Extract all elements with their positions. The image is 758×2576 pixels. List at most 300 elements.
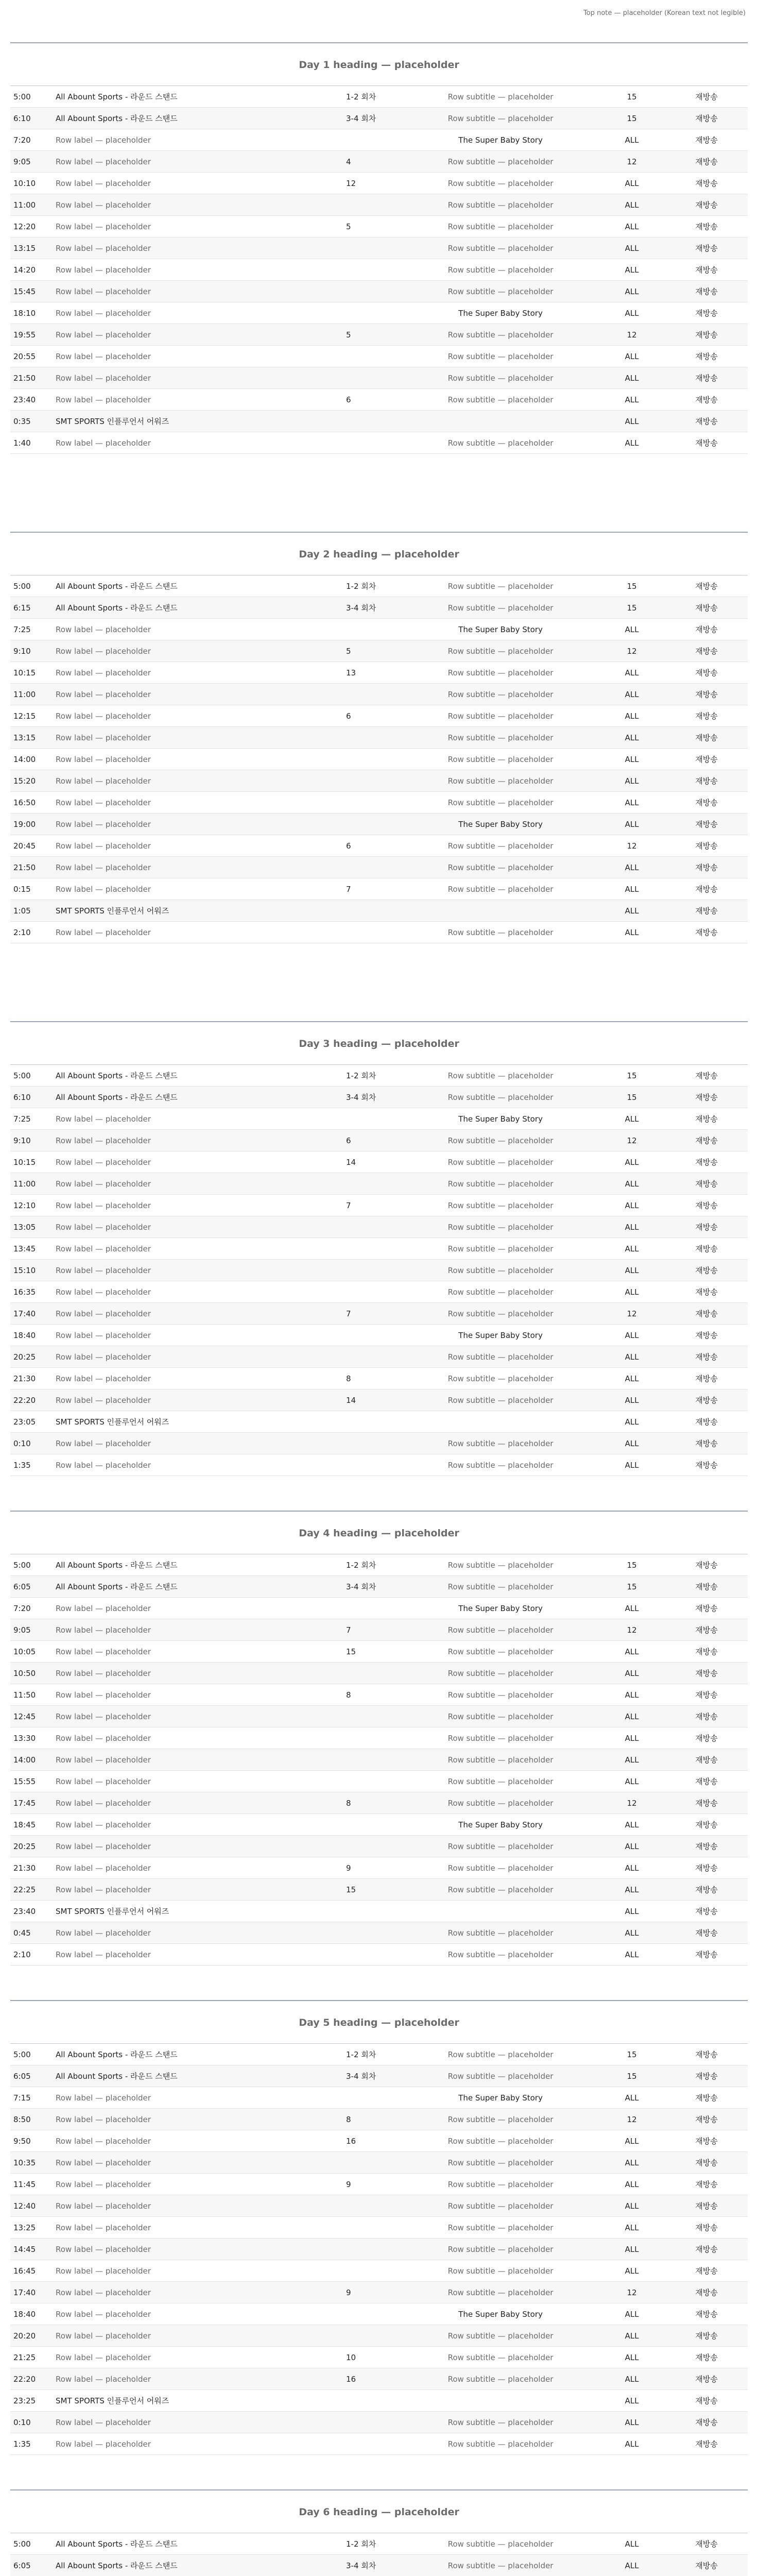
table-row — [10, 1706, 748, 1727]
row-time: 13:30 — [13, 1733, 36, 1743]
row-time: 18:40 — [13, 1330, 36, 1340]
table-row — [10, 2109, 748, 2130]
table-row — [10, 2347, 748, 2368]
row-grade: 12 — [627, 646, 637, 656]
row-subtitle: Row subtitle — placeholder — [447, 2331, 554, 2341]
row-grade: ALL — [625, 884, 639, 894]
row-grade: ALL — [625, 1374, 639, 1383]
row-time: 9:10 — [13, 1136, 31, 1145]
table-row — [10, 575, 748, 597]
row-broadcast-type: 재방송 — [695, 1179, 718, 1189]
row-program: Row label — placeholder — [56, 689, 151, 699]
row-broadcast-type: 재방송 — [695, 928, 718, 937]
row-subtitle: Row subtitle — placeholder — [447, 1863, 554, 1873]
row-grade: 15 — [627, 1560, 637, 1570]
row-subtitle: Row subtitle — placeholder — [447, 1309, 554, 1318]
table-row — [10, 2303, 748, 2325]
row-subtitle: Row subtitle — placeholder — [447, 92, 554, 101]
row-subtitle: Row subtitle — placeholder — [447, 265, 554, 275]
row-broadcast-type: 재방송 — [695, 1647, 718, 1656]
table-row — [10, 1260, 748, 1281]
row-grade: ALL — [625, 2396, 639, 2405]
row-time: 21:30 — [13, 1863, 36, 1873]
row-grade: ALL — [625, 1200, 639, 1210]
row-time: 20:25 — [13, 1841, 36, 1851]
table-row — [10, 129, 748, 151]
row-program: Row label — placeholder — [56, 646, 151, 656]
row-grade: ALL — [625, 1841, 639, 1851]
row-broadcast-type: 재방송 — [695, 2137, 718, 2146]
row-episode: 1-2 회차 — [346, 582, 376, 591]
row-program: Row label — placeholder — [56, 1330, 151, 1340]
row-program: Row label — placeholder — [56, 2352, 151, 2362]
row-program: Row label — placeholder — [56, 2331, 151, 2341]
row-time: 6:05 — [13, 2561, 31, 2570]
row-broadcast-type: 재방송 — [695, 2418, 718, 2427]
row-episode: 6 — [346, 711, 351, 721]
row-grade: ALL — [625, 373, 639, 383]
row-time: 5:00 — [13, 581, 31, 591]
row-program: Row label — placeholder — [56, 157, 151, 166]
row-broadcast-type: 재방송 — [695, 885, 718, 894]
row-time: 0:45 — [13, 1928, 31, 1938]
row-program: All Abount Sports - 라운드 스탠드 — [56, 582, 178, 591]
row-episode: 7 — [346, 1200, 351, 1210]
row-program: Row label — placeholder — [56, 1885, 151, 1894]
row-broadcast-type: 재방송 — [695, 1885, 718, 1894]
row-broadcast-type: 재방송 — [695, 1071, 718, 1080]
day-title: Day 1 heading — placeholder — [299, 59, 459, 71]
table-row — [10, 1303, 748, 1325]
row-subtitle: Row subtitle — placeholder — [447, 2417, 554, 2427]
row-broadcast-type: 재방송 — [695, 625, 718, 634]
row-broadcast-type: 재방송 — [695, 2180, 718, 2189]
row-time: 13:05 — [13, 1222, 36, 1232]
row-grade: 15 — [627, 1092, 637, 1102]
row-grade: ALL — [625, 1265, 639, 1275]
day-section — [0, 1495, 758, 1985]
row-episode: 3-4 회차 — [346, 2072, 376, 2081]
table-row — [10, 2195, 748, 2217]
row-program: Row label — placeholder — [56, 308, 151, 318]
row-time: 14:20 — [13, 265, 36, 275]
row-broadcast-type: 재방송 — [695, 1461, 718, 1470]
row-time: 6:10 — [13, 1092, 31, 1102]
row-program: Row label — placeholder — [56, 2093, 151, 2103]
table-row — [10, 900, 748, 922]
row-subtitle: Row subtitle — placeholder — [447, 1560, 554, 1570]
row-episode: 1-2 회차 — [346, 1561, 376, 1570]
table-row — [10, 1598, 748, 1619]
row-program: Row label — placeholder — [56, 1668, 151, 1678]
row-broadcast-type: 재방송 — [695, 2331, 718, 2341]
row-program: All Abount Sports - 라운드 스탠드 — [56, 1071, 178, 1080]
table-row — [10, 1281, 748, 1303]
row-subtitle: Row subtitle — placeholder — [447, 884, 554, 894]
row-broadcast-type: 재방송 — [695, 1244, 718, 1253]
row-subtitle: Row subtitle — placeholder — [447, 2071, 554, 2081]
row-time: 12:10 — [13, 1200, 36, 1210]
row-grade: 15 — [627, 1582, 637, 1591]
row-grade: ALL — [625, 1179, 639, 1189]
row-time: 2:10 — [13, 1950, 31, 1959]
row-episode: 15 — [346, 1885, 356, 1894]
row-subtitle: Row subtitle — placeholder — [447, 862, 554, 872]
row-subtitle: Row subtitle — placeholder — [447, 1798, 554, 1808]
row-subtitle: Row subtitle — placeholder — [447, 178, 554, 188]
table-row — [10, 2390, 748, 2412]
row-broadcast-type: 재방송 — [695, 2093, 718, 2103]
row-program: All Abount Sports - 라운드 스탠드 — [56, 1582, 178, 1591]
row-grade: ALL — [625, 1885, 639, 1894]
row-program: Row label — placeholder — [56, 1647, 151, 1656]
table-row — [10, 770, 748, 792]
row-time: 21:50 — [13, 862, 36, 872]
row-time: 17:40 — [13, 2287, 36, 2297]
row-program: Row label — placeholder — [56, 373, 151, 383]
row-program: SMT SPORTS 인플루언서 어워즈 — [56, 1907, 169, 1916]
row-episode: 1-2 회차 — [346, 2050, 376, 2059]
row-grade: ALL — [625, 222, 639, 231]
row-grade: 15 — [627, 113, 637, 123]
row-time: 6:05 — [13, 1582, 31, 1591]
table-row — [10, 1879, 748, 1901]
row-grade: 12 — [627, 1136, 637, 1145]
table-row — [10, 1792, 748, 1814]
row-program: Row label — placeholder — [56, 1222, 151, 1232]
row-subtitle: Row subtitle — placeholder — [447, 581, 554, 591]
row-grade: 12 — [627, 841, 637, 851]
row-subtitle: Row subtitle — placeholder — [447, 1157, 554, 1167]
row-subtitle: Row subtitle — placeholder — [447, 113, 554, 123]
table-row — [10, 2239, 748, 2260]
row-subtitle: Row subtitle — placeholder — [447, 1885, 554, 1894]
row-broadcast-type: 재방송 — [695, 2561, 718, 2570]
row-subtitle: Row subtitle — placeholder — [447, 1287, 554, 1297]
row-grade: 12 — [627, 1625, 637, 1635]
row-broadcast-type: 재방송 — [695, 2439, 718, 2449]
row-time: 7:20 — [13, 1603, 31, 1613]
row-episode: 9 — [346, 1863, 351, 1873]
row-broadcast-type: 재방송 — [695, 2115, 718, 2124]
table-row — [10, 302, 748, 324]
row-time: 16:50 — [13, 798, 36, 807]
row-time: 1:35 — [13, 1460, 31, 1470]
row-subtitle: Row subtitle — placeholder — [447, 1647, 554, 1656]
table-row — [10, 1901, 748, 1922]
row-subtitle: Row subtitle — placeholder — [447, 2201, 554, 2211]
day-title: Day 4 heading — placeholder — [299, 1528, 459, 1539]
row-grade: ALL — [625, 2136, 639, 2146]
table-row — [10, 2087, 748, 2109]
table-row — [10, 814, 748, 835]
row-grade: ALL — [625, 668, 639, 677]
table-row — [10, 1346, 748, 1368]
row-time: 10:05 — [13, 1647, 36, 1656]
row-broadcast-type: 재방송 — [695, 1734, 718, 1743]
row-program: SMT SPORTS 인플루언서 어워즈 — [56, 417, 169, 426]
row-subtitle: Row subtitle — placeholder — [447, 1438, 554, 1448]
row-program: Row label — placeholder — [56, 1438, 151, 1448]
row-program: Row label — placeholder — [56, 862, 151, 872]
row-program: SMT SPORTS 인플루언서 어워즈 — [56, 2396, 169, 2405]
row-episode: 8 — [346, 1798, 351, 1808]
row-program: Row label — placeholder — [56, 798, 151, 807]
row-program: All Abount Sports - 라운드 스탠드 — [56, 1093, 178, 1102]
table-row — [10, 1944, 748, 1965]
row-program: Row label — placeholder — [56, 841, 151, 851]
row-program: Row label — placeholder — [56, 2417, 151, 2427]
row-time: 0:35 — [13, 416, 31, 426]
row-episode: 8 — [346, 2114, 351, 2124]
row-subtitle: Row subtitle — placeholder — [447, 1841, 554, 1851]
row-grade: 15 — [627, 2071, 637, 2081]
row-time: 20:45 — [13, 841, 36, 851]
row-program: All Abount Sports - 라운드 스탠드 — [56, 2050, 178, 2059]
table-row — [10, 2282, 748, 2303]
table-row — [10, 1727, 748, 1749]
row-broadcast-type: 재방송 — [695, 1907, 718, 1916]
row-subtitle: The Super Baby Story — [458, 2309, 543, 2319]
row-subtitle: Row subtitle — placeholder — [447, 1374, 554, 1383]
row-broadcast-type: 재방송 — [695, 1842, 718, 1851]
row-broadcast-type: 재방송 — [695, 135, 718, 145]
table-row — [10, 2433, 748, 2455]
row-time: 20:25 — [13, 1352, 36, 1362]
row-program: Row label — placeholder — [56, 1395, 151, 1405]
row-subtitle: Row subtitle — placeholder — [447, 157, 554, 166]
row-grade: ALL — [625, 1460, 639, 1470]
schedule-table — [10, 1554, 748, 1965]
row-broadcast-type: 재방송 — [695, 2223, 718, 2232]
row-subtitle: Row subtitle — placeholder — [447, 798, 554, 807]
row-grade: ALL — [625, 1776, 639, 1786]
row-episode: 6 — [346, 1136, 351, 1145]
row-grade: ALL — [625, 2266, 639, 2276]
row-grade: ALL — [625, 438, 639, 448]
row-program: Row label — placeholder — [56, 1625, 151, 1635]
row-time: 8:50 — [13, 2114, 31, 2124]
row-broadcast-type: 재방송 — [695, 2245, 718, 2254]
row-grade: ALL — [625, 1438, 639, 1448]
row-time: 10:35 — [13, 2158, 36, 2167]
row-subtitle: Row subtitle — placeholder — [447, 351, 554, 361]
row-grade: ALL — [625, 1352, 639, 1362]
row-time: 1:35 — [13, 2439, 31, 2449]
row-episode: 6 — [346, 395, 351, 404]
row-grade: ALL — [625, 1711, 639, 1721]
row-grade: ALL — [625, 286, 639, 296]
row-broadcast-type: 재방송 — [695, 1158, 718, 1167]
row-broadcast-type: 재방송 — [695, 179, 718, 188]
table-row — [10, 346, 748, 367]
row-broadcast-type: 재방송 — [695, 2266, 718, 2276]
row-program: Row label — placeholder — [56, 1950, 151, 1959]
row-broadcast-type: 재방송 — [695, 1799, 718, 1808]
row-episode: 14 — [346, 1395, 356, 1405]
row-grade: ALL — [625, 2201, 639, 2211]
row-subtitle: Row subtitle — placeholder — [447, 2136, 554, 2146]
row-time: 5:00 — [13, 2049, 31, 2059]
table-row — [10, 1216, 748, 1238]
row-program: Row label — placeholder — [56, 2179, 151, 2189]
row-broadcast-type: 재방송 — [695, 841, 718, 851]
table-row — [10, 749, 748, 770]
row-program: Row label — placeholder — [56, 1200, 151, 1210]
row-program: Row label — placeholder — [56, 1755, 151, 1765]
row-subtitle: Row subtitle — placeholder — [447, 1928, 554, 1938]
row-subtitle: Row subtitle — placeholder — [447, 1755, 554, 1765]
table-row — [10, 1087, 748, 1108]
row-subtitle: Row subtitle — placeholder — [447, 2158, 554, 2167]
row-time: 5:00 — [13, 1071, 31, 1080]
row-broadcast-type: 재방송 — [695, 733, 718, 742]
row-time: 22:20 — [13, 2374, 36, 2384]
row-time: 21:30 — [13, 1374, 36, 1383]
row-broadcast-type: 재방송 — [695, 603, 718, 613]
top-note: Top note — placeholder (Korean text not legible) — [583, 9, 746, 17]
row-grade: ALL — [625, 1668, 639, 1678]
row-broadcast-type: 재방송 — [695, 287, 718, 296]
table-row — [10, 1663, 748, 1684]
row-time: 23:40 — [13, 395, 36, 404]
row-grade: ALL — [625, 135, 639, 145]
row-subtitle: Row subtitle — placeholder — [447, 1244, 554, 1253]
row-episode: 1-2 회차 — [346, 2539, 376, 2549]
row-time: 11:00 — [13, 200, 36, 210]
table-row — [10, 727, 748, 749]
table-row — [10, 2174, 748, 2195]
row-subtitle: Row subtitle — placeholder — [447, 668, 554, 677]
row-time: 14:00 — [13, 1755, 36, 1765]
row-program: All Abount Sports - 라운드 스탠드 — [56, 114, 178, 123]
row-subtitle: Row subtitle — placeholder — [447, 1733, 554, 1743]
table-row — [10, 2533, 748, 2555]
row-grade: ALL — [625, 862, 639, 872]
row-broadcast-type: 재방송 — [695, 1136, 718, 1145]
table-row — [10, 1814, 748, 1836]
table-row — [10, 2065, 748, 2087]
row-subtitle: Row subtitle — placeholder — [447, 2439, 554, 2449]
row-broadcast-type: 재방송 — [695, 438, 718, 448]
table-row — [10, 1619, 748, 1641]
row-grade: ALL — [625, 2539, 639, 2549]
row-grade: ALL — [625, 1603, 639, 1613]
row-broadcast-type: 재방송 — [695, 1396, 718, 1405]
row-time: 6:10 — [13, 113, 31, 123]
row-grade: ALL — [625, 906, 639, 916]
day-section — [0, 27, 758, 516]
row-grade: ALL — [625, 1417, 639, 1427]
row-episode: 15 — [346, 1647, 356, 1656]
row-program: Row label — placeholder — [56, 884, 151, 894]
row-time: 12:20 — [13, 222, 36, 231]
row-program: Row label — placeholder — [56, 754, 151, 764]
row-grade: ALL — [625, 1395, 639, 1405]
row-episode: 5 — [346, 222, 351, 231]
row-broadcast-type: 재방송 — [695, 1820, 718, 1829]
row-program: Row label — placeholder — [56, 2201, 151, 2211]
day-title: Day 2 heading — placeholder — [299, 549, 459, 560]
row-time: 14:00 — [13, 754, 36, 764]
table-row — [10, 1433, 748, 1454]
day-divider — [10, 2489, 748, 2490]
table-row — [10, 1130, 748, 1151]
row-episode: 3-4 회차 — [346, 1093, 376, 1102]
row-program: Row label — placeholder — [56, 222, 151, 231]
table-row — [10, 1749, 748, 1771]
row-grade: ALL — [625, 624, 639, 634]
row-grade: ALL — [625, 1114, 639, 1124]
row-broadcast-type: 재방송 — [695, 1331, 718, 1340]
table-row — [10, 878, 748, 900]
row-grade: ALL — [625, 927, 639, 937]
row-program: All Abount Sports - 라운드 스탠드 — [56, 2072, 178, 2081]
table-row — [10, 238, 748, 259]
table-row — [10, 1368, 748, 1389]
row-broadcast-type: 재방송 — [695, 1777, 718, 1786]
row-subtitle: Row subtitle — placeholder — [447, 1136, 554, 1145]
table-row — [10, 2325, 748, 2347]
row-episode: 7 — [346, 1309, 351, 1318]
row-broadcast-type: 재방송 — [695, 2353, 718, 2362]
row-time: 11:45 — [13, 2179, 36, 2189]
row-time: 20:55 — [13, 351, 36, 361]
row-broadcast-type: 재방송 — [695, 863, 718, 872]
table-row — [10, 1857, 748, 1879]
row-subtitle: Row subtitle — placeholder — [447, 927, 554, 937]
row-program: Row label — placeholder — [56, 2309, 151, 2319]
row-subtitle: Row subtitle — placeholder — [447, 1265, 554, 1275]
row-broadcast-type: 재방송 — [695, 309, 718, 318]
row-program: Row label — placeholder — [56, 2374, 151, 2384]
table-row — [10, 108, 748, 129]
table-row — [10, 1325, 748, 1346]
row-broadcast-type: 재방송 — [695, 755, 718, 764]
row-program: Row label — placeholder — [56, 438, 151, 448]
table-row — [10, 173, 748, 194]
row-time: 12:15 — [13, 711, 36, 721]
row-episode: 4 — [346, 157, 351, 166]
row-program: Row label — placeholder — [56, 1776, 151, 1786]
row-grade: ALL — [625, 1863, 639, 1873]
table-row — [10, 86, 748, 108]
row-program: Row label — placeholder — [56, 1928, 151, 1938]
row-grade: ALL — [625, 2158, 639, 2167]
row-broadcast-type: 재방송 — [695, 1755, 718, 1765]
table-row — [10, 1554, 748, 1576]
row-broadcast-type: 재방송 — [695, 2288, 718, 2297]
row-broadcast-type: 재방송 — [695, 2539, 718, 2549]
row-grade: 15 — [627, 2049, 637, 2059]
row-subtitle: The Super Baby Story — [458, 819, 543, 829]
table-row — [10, 1108, 748, 1130]
row-program: Row label — placeholder — [56, 265, 151, 275]
row-grade: 12 — [627, 157, 637, 166]
row-subtitle: Row subtitle — placeholder — [447, 1690, 554, 1700]
day-divider — [10, 42, 748, 43]
row-grade: 12 — [627, 2287, 637, 2297]
row-time: 7:25 — [13, 1114, 31, 1124]
row-grade: ALL — [625, 733, 639, 742]
row-subtitle: The Super Baby Story — [458, 308, 543, 318]
row-episode: 12 — [346, 178, 356, 188]
row-episode: 3-4 회차 — [346, 603, 376, 613]
table-row — [10, 259, 748, 281]
row-subtitle: Row subtitle — placeholder — [447, 1179, 554, 1189]
row-broadcast-type: 재방송 — [695, 2396, 718, 2405]
row-time: 11:00 — [13, 1179, 36, 1189]
